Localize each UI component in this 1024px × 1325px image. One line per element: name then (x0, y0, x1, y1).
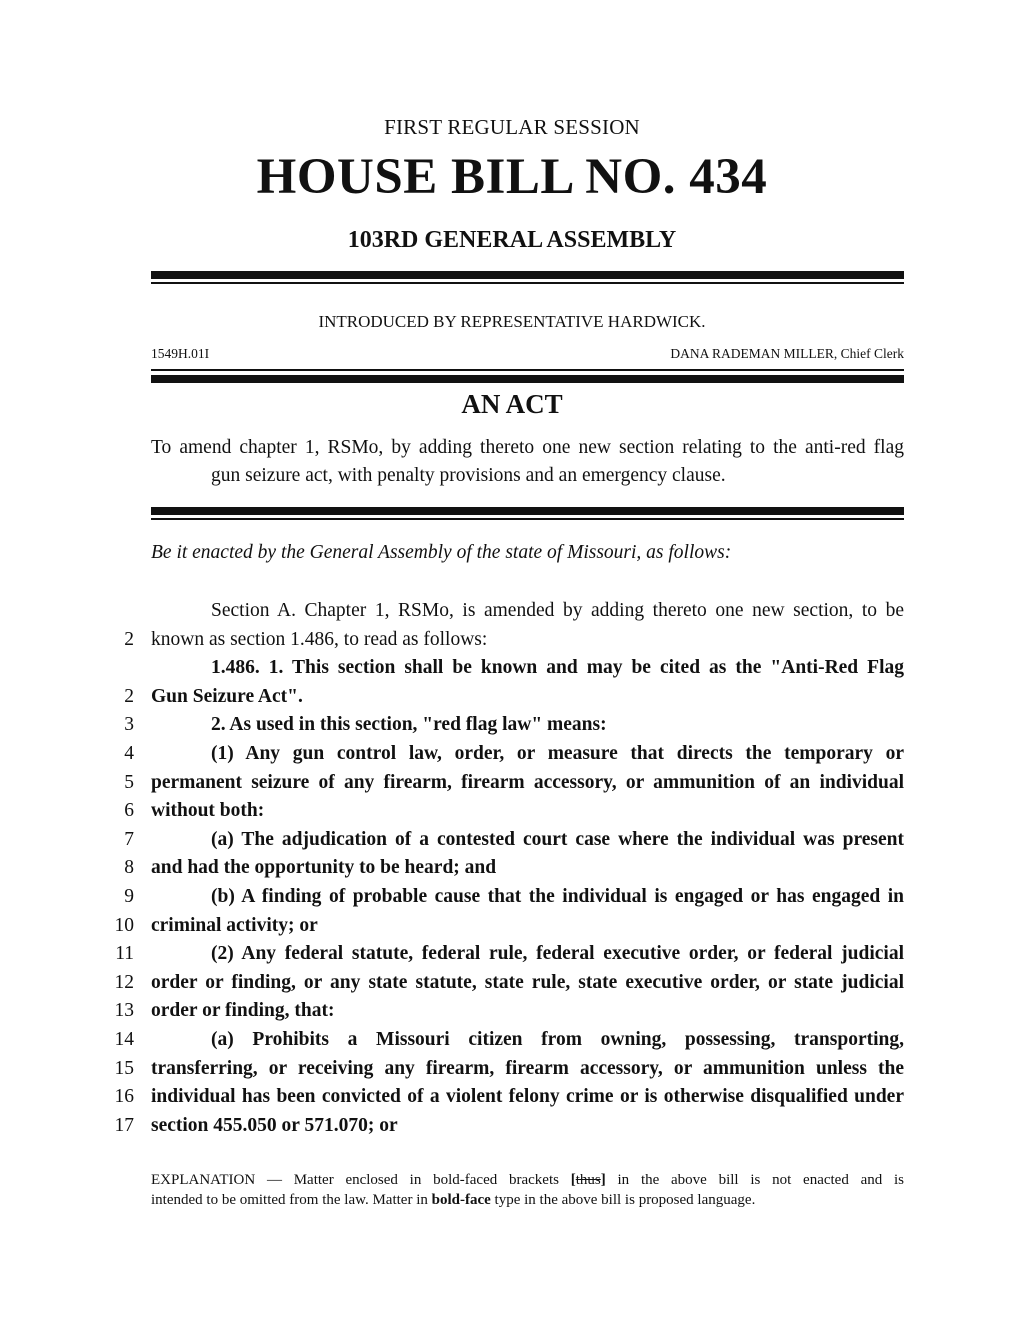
bill-text: permanent seizure of any firearm, firearm accessory, or ammunition of an individual (151, 772, 904, 793)
bill-text-line (151, 942, 904, 966)
line-number: 8 (124, 857, 134, 878)
title-rule-thick (151, 507, 904, 515)
bill-text: (1) Any gun control law, order, or measure that directs the temporary or (211, 743, 904, 764)
bill-text-line (151, 685, 904, 709)
bill-text: (2) Any federal statute, federal rule, federal executive order, or federal judicial (211, 943, 904, 964)
line-number: 7 (124, 829, 134, 850)
line-number: 16 (114, 1086, 134, 1107)
bill-text-line (151, 1085, 904, 1109)
bill-text: (a) Prohibits a Missouri citizen from owning, possessing, transporting, (211, 1029, 904, 1050)
bill-text-line (151, 599, 904, 623)
bill-text: without both: (151, 800, 265, 821)
line-number: 12 (114, 972, 134, 993)
bill-text: order or finding, that: (151, 1000, 335, 1021)
line-number: 2 (124, 686, 134, 707)
bill-text-line (151, 628, 904, 652)
document-code: 1549H.01I (151, 346, 210, 361)
assembly-label: 103RD GENERAL ASSEMBLY (347, 227, 677, 253)
bill-text-line (151, 1057, 904, 1081)
act-rule-thin (151, 369, 904, 371)
line-number: 10 (114, 915, 134, 936)
title-rule-thin (151, 518, 904, 520)
bill-text: 1.486. 1. This section shall be known and may be cited as the "Anti-Red Flag (211, 657, 904, 678)
act-rule-thick (151, 375, 904, 383)
line-number: 5 (124, 772, 134, 793)
line-number: 13 (114, 1000, 134, 1021)
bill-text-line (151, 713, 904, 737)
bill-text: Section A. Chapter 1, RSMo, is amended by adding thereto one new section, to be (211, 600, 904, 621)
enacting-clause: Be it enacted by the General Assembly of the state of Missouri, as follows: (151, 542, 732, 563)
bracket-open: [ (570, 1172, 576, 1188)
bill-text-line (151, 771, 904, 795)
bill-text: Gun Seizure Act". (151, 686, 303, 707)
bill-text: order or finding, or any state statute, state rule, state executive order, or state judicial (151, 972, 904, 993)
explanation-label: EXPLANATION (151, 1172, 256, 1188)
header-rule-thick (151, 271, 904, 279)
bill-text-line (151, 1028, 904, 1052)
bill-text: criminal activity; or (151, 915, 318, 936)
line-number: 9 (124, 886, 134, 907)
bill-text-line (151, 656, 904, 680)
line-number: 6 (124, 800, 134, 821)
bill-number-title: HOUSE BILL NO. 434 (256, 149, 768, 205)
bill-text: (b) A finding of probable cause that the individual is engaged or has engaged in (211, 886, 904, 907)
bill-text: (a) The adjudication of a contested court case where the individual was present (211, 829, 904, 850)
line-number: 3 (124, 714, 134, 735)
bill-text-line (151, 1114, 904, 1138)
bill-text: individual has been convicted of a violent felony crime or is otherwise disqualified under (151, 1086, 904, 1107)
chief-clerk: DANA RADEMAN MILLER, Chief Clerk (670, 346, 904, 361)
bill-text: section 455.050 or 571.070; or (151, 1115, 398, 1136)
line-number: 4 (124, 743, 134, 764)
bill-text-line (151, 999, 904, 1023)
bold-face-example: bold-face (431, 1192, 491, 1208)
header-rule-thin (151, 282, 904, 284)
line-number: 11 (115, 943, 134, 964)
act-heading: AN ACT (461, 389, 563, 419)
act-title-line: To amend chapter 1, RSMo, by adding thereto one new section relating to the anti-red flag (151, 437, 904, 458)
bill-text: and had the opportunity to be heard; and (151, 857, 497, 878)
introduced-by: INTRODUCED BY REPRESENTATIVE HARDWICK. (318, 312, 706, 331)
bill-text-line (151, 971, 904, 995)
struck-example: thus (575, 1172, 601, 1188)
explanation-note: EXPLANATION — Matter enclosed in bold-faced brackets [thus] in the above bill is not enacted and is intended to be omitted from the law. Matter in bold-face type in the above bill is proposed language. (151, 1172, 905, 1208)
line-number: 14 (114, 1029, 134, 1050)
line-number: 2 (124, 629, 134, 650)
bill-text-line (151, 856, 904, 880)
bill-text: known as section 1.486, to read as follows: (151, 629, 488, 650)
bill-text-line (151, 799, 904, 823)
bill-text: 2. As used in this section, "red flag law" means: (211, 714, 607, 735)
bill-text-line (151, 828, 904, 852)
bill-text-line (151, 885, 904, 909)
bracket-close: ] (600, 1172, 606, 1188)
bill-text-line (151, 742, 904, 766)
session-label: FIRST REGULAR SESSION (384, 115, 640, 139)
line-number: 17 (114, 1115, 134, 1136)
act-title-line: gun seizure act, with penalty provisions and an emergency clause. (211, 465, 726, 486)
line-number: 15 (114, 1058, 134, 1079)
bill-text: transferring, or receiving any firearm, firearm accessory, or ammunition unless the (151, 1058, 904, 1079)
bill-text-line (151, 914, 904, 938)
